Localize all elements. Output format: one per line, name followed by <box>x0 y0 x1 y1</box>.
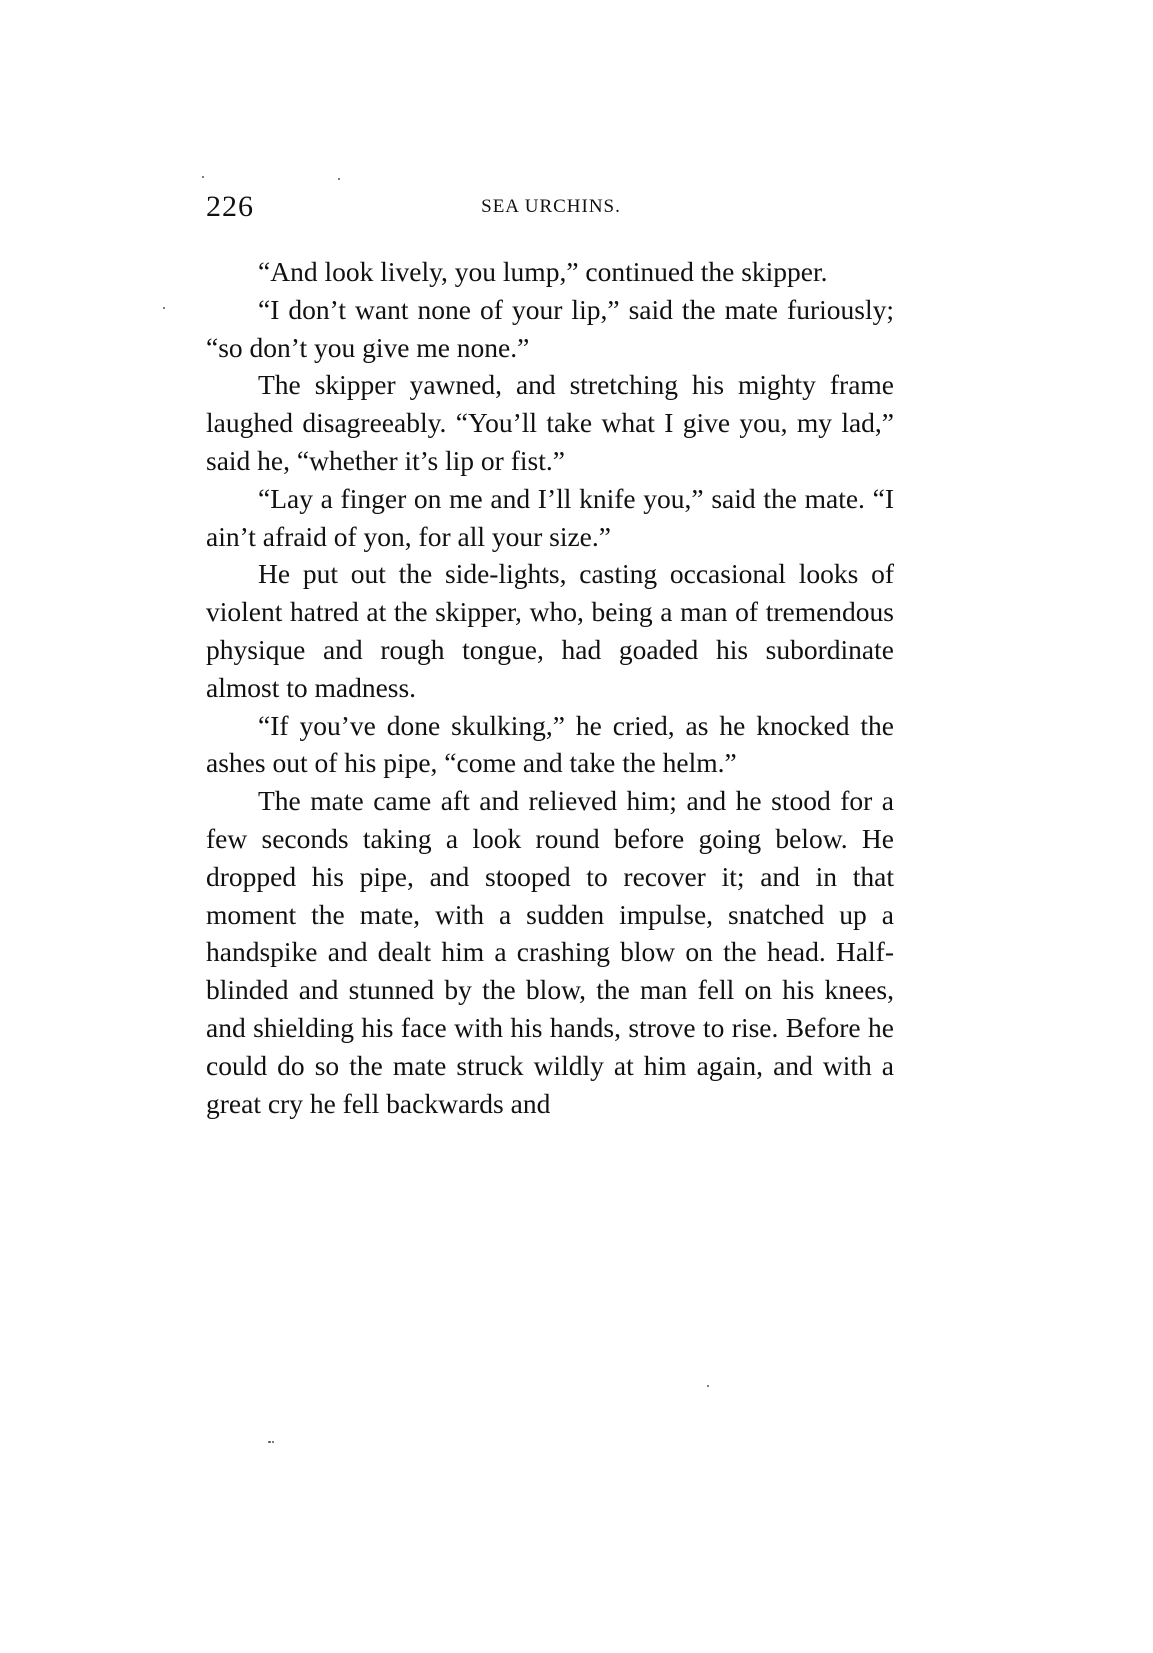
paragraph: He put out the side-lights, casting occasional looks of violent hatred at the skipper, who, being a man of tremendous physique and rough tongue, had goaded his subordinate almost to madness. <box>206 558 894 703</box>
scan-speck <box>163 307 165 309</box>
paragraph: “I don’t want none of your lip,” said the mate furiously; “so don’t you give me none.” <box>206 293 894 363</box>
page-number: 226 <box>206 190 254 223</box>
paragraph: The skipper yawned, and stretching his mighty frame laughed disagreeably. “You’ll take what I give you, my lad,” said he, “whether it’s lip or fist.” <box>206 369 894 476</box>
running-head <box>206 190 896 230</box>
paragraph: “If you’ve done skulking,” he cried, as he knocked the ashes out of his pipe, “come and take the helm.” <box>206 709 894 779</box>
running-title: SEA URCHINS. <box>481 196 621 217</box>
body-text <box>206 253 894 1122</box>
scan-speck <box>707 1385 709 1387</box>
scan-speck <box>338 178 340 180</box>
scan-speck <box>202 176 204 178</box>
paragraph: “Lay a finger on me and I’ll knife you,” said the mate. “I ain’t afraid of yon, for all your size.” <box>206 482 894 552</box>
scan-speck <box>272 1441 274 1443</box>
scan-speck <box>268 1441 271 1443</box>
paragraph: “And look lively, you lump,” continued the skipper. <box>258 256 828 287</box>
paragraph: The mate came aft and relieved him; and he stood for a few seconds taking a look round before going below. He dropped his pipe, and stooped to recover it; and in that moment the mate, with a sudden impulse, snatched up a handspike and dealt him a crashing blow on the head. Half-blinded and stunned by the blow, the man fell on his knees, and shielding his face with his hands, strove to rise. Before he could do so the mate struck wildly at him again, and with a great cry he fell backwards and <box>206 785 894 1119</box>
